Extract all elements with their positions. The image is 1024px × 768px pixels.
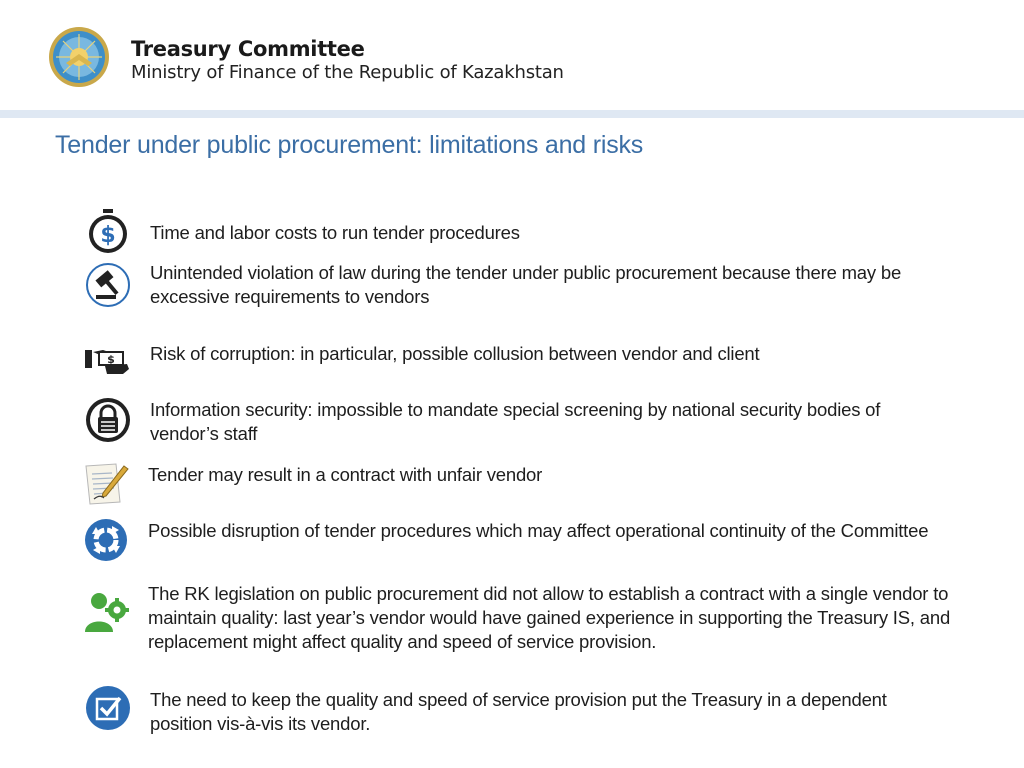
header-divider [0,110,1024,118]
list-item: The need to keep the quality and speed of service provision put the Treasury in a dependent position vis-à-vis its vendor. [150,689,887,734]
user-gear-icon [82,588,130,636]
list-item: Risk of corruption: in particular, possible collusion between vendor and client [150,343,760,364]
svg-text:$: $ [107,353,115,366]
lock-icon [84,396,132,444]
list-item: Tender may result in a contract with unfair vendor [148,464,543,485]
cycle-arrows-icon [82,516,130,564]
checkbox-icon [84,684,132,732]
contract-signing-icon [82,460,130,508]
organization-name: Treasury Committee [131,37,365,61]
stopwatch-dollar-icon [84,208,132,256]
organization-subtitle: Ministry of Finance of the Republic of Kazakhstan [131,62,564,83]
list-item: Possible disruption of tender procedures which may affect operational continuity of the Committee [148,520,929,541]
gavel-icon [84,261,132,309]
treasury-emblem-icon [48,26,110,88]
list-item: Time and labor costs to run tender procedures [150,222,520,243]
money-handover-icon [83,336,131,384]
list-item: Information security: impossible to mandate special screening by national security bodies of vendor’s staff [150,399,881,444]
list-item: Unintended violation of law during the tender under public procurement because there may be excessive requirements to vendors [150,262,902,307]
svg-text:$: $ [100,223,116,248]
slide-title: Tender under public procurement: limitations and risks [55,131,644,159]
slide-header [0,0,1024,110]
list-item: The RK legislation on public procurement did not allow to establish a contract with a single vendor to maintain quality: last year’s vendor would have gained experience in supporting the Treasury IS, and replacement might affect quality and speed of service provision. [148,583,951,652]
